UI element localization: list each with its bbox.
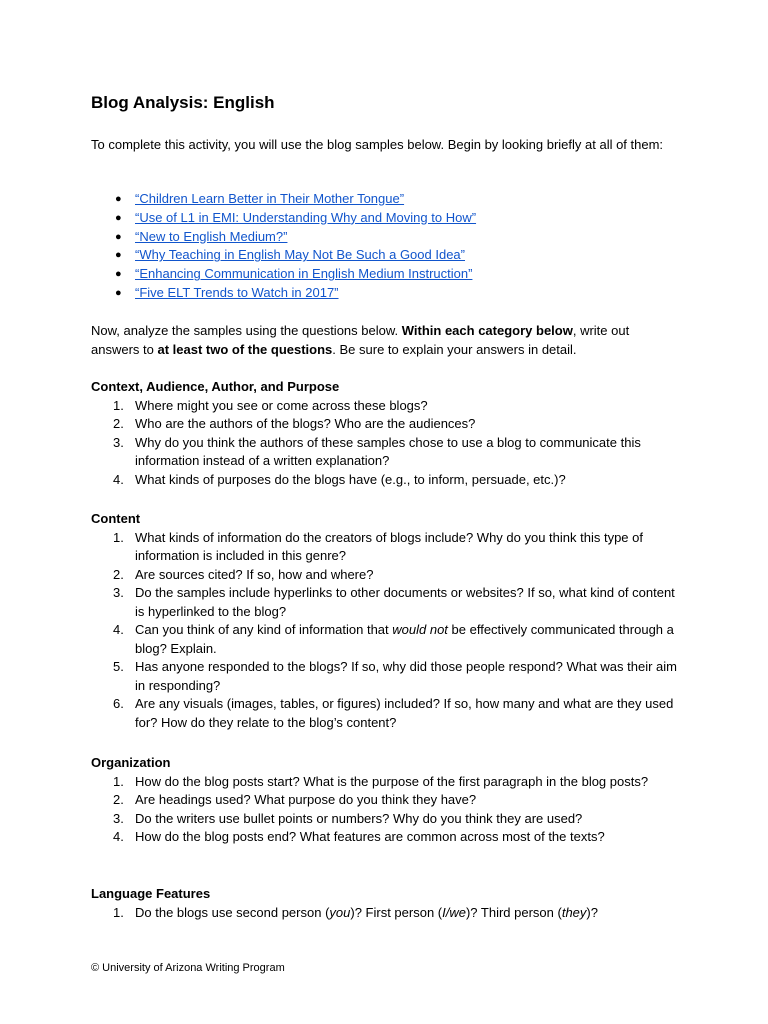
question-item (91, 828, 681, 847)
question-text: Has anyone responded to the blogs? If so, why did those people respond? What was their aim in responding? (135, 659, 677, 693)
question-item (91, 621, 681, 658)
question-item (91, 695, 681, 732)
question-text: Do the writers use bullet points or numbers? Why do you think they are used? (135, 810, 583, 826)
item-number: 4. (113, 471, 124, 487)
instructions-emphasis: at least two of the questions (157, 341, 333, 357)
blog-link-enhancing-communication[interactable]: “Enhancing Communication in English Medium Instruction” (135, 266, 473, 282)
blog-link-mother-tongue[interactable]: “Children Learn Better in Their Mother Tongue” (135, 191, 405, 206)
question-text (135, 905, 598, 920)
item-number: 1. (113, 904, 124, 920)
instructions-emphasis: Within each category below (401, 323, 573, 338)
question-item (91, 397, 681, 416)
section-heading: Organization (91, 755, 171, 770)
blog-link-elt-trends[interactable]: “Five ELT Trends to Watch in 2017” (135, 284, 339, 300)
question-text: How do the blog posts start? What is the purpose of the first paragraph in the blog posts? (135, 773, 649, 789)
question-list (91, 773, 681, 847)
question-text: Who are the authors of the blogs? Who are the audiences? (135, 416, 476, 431)
question-text: Are sources cited? If so, how and where? (135, 566, 374, 582)
item-number: 4. (113, 622, 124, 637)
question-item (91, 773, 681, 792)
section-language-features (91, 885, 681, 922)
bullet-icon: ● (115, 268, 122, 281)
instructions-paragraph (91, 322, 681, 359)
question-emphasis: would not (392, 622, 448, 637)
item-number: 3. (113, 810, 124, 826)
question-text-part: be effectively communicated through a blog? Explain. (135, 622, 674, 656)
copyright-footer: © University of Arizona Writing Program (91, 962, 285, 974)
bullet-icon: ● (115, 211, 122, 224)
question-item (91, 415, 681, 434)
blog-link-item (91, 228, 681, 247)
question-text-part: )? (586, 904, 598, 920)
question-emphasis: you (329, 904, 351, 920)
section-context (91, 378, 681, 489)
item-number: 4. (113, 829, 124, 844)
question-emphasis: I/we (442, 904, 466, 920)
question-item (91, 529, 681, 566)
item-number: 1. (113, 529, 124, 545)
item-number: 3. (113, 585, 124, 600)
blog-link-teaching-in-english[interactable]: “Why Teaching in English May Not Be Such a Good Idea” (135, 247, 465, 263)
bullet-icon: ● (115, 230, 122, 243)
bullet-icon: ● (115, 249, 122, 262)
question-text (135, 622, 674, 656)
intro-paragraph: To complete this activity, you will use the blog samples below. Begin by looking briefly at all of them: (91, 137, 664, 152)
item-number: 1. (113, 773, 124, 789)
question-text: Where might you see or come across these blogs? (135, 397, 428, 413)
blog-link-item (91, 284, 681, 303)
document-title: Blog Analysis: English (91, 93, 275, 112)
question-item (91, 904, 681, 923)
question-item (91, 471, 681, 490)
question-item (91, 566, 681, 585)
blog-link-item (91, 246, 681, 265)
section-organization (91, 754, 681, 847)
question-item (91, 584, 681, 621)
item-number: 2. (113, 792, 124, 807)
section-heading: Context, Audience, Author, and Purpose (91, 379, 340, 394)
question-text: How do the blog posts end? What features are common across most of the texts? (135, 829, 605, 844)
section-heading: Language Features (91, 886, 211, 901)
instructions-text: . Be sure to explain your answers in detail. (332, 341, 577, 357)
item-number: 6. (113, 696, 124, 711)
question-text-part: )? First person ( (350, 904, 443, 920)
section-content (91, 510, 681, 732)
item-number: 3. (113, 434, 124, 450)
question-list (91, 397, 681, 490)
question-text: Are any visuals (images, tables, or figures) included? If so, how many and what are they used for? How do they relate to the blog’s content? (135, 696, 674, 730)
question-emphasis: they (561, 904, 587, 920)
question-item (91, 791, 681, 810)
question-text: Are headings used? What purpose do you think they have? (135, 792, 477, 807)
question-text: What kinds of purposes do the blogs have (e.g., to inform, persuade, etc.)? (135, 471, 566, 487)
blog-link-item (91, 265, 681, 284)
question-list (91, 529, 681, 733)
instructions-text: Now, analyze the samples using the questions below. (91, 323, 402, 338)
item-number: 5. (113, 659, 124, 674)
bullet-icon: ● (115, 286, 122, 299)
question-text-part: Can you think of any kind of information that (135, 622, 393, 637)
question-text: Why do you think the authors of these samples chose to use a blog to communicate this information instead of a written explanation? (135, 434, 641, 468)
item-number: 1. (113, 397, 124, 413)
blog-link-item (91, 190, 681, 209)
item-number: 2. (113, 416, 124, 431)
blog-link-l1-in-emi[interactable]: “Use of L1 in EMI: Understanding Why and Moving to How” (135, 209, 477, 225)
question-list (91, 904, 681, 923)
question-text: Do the samples include hyperlinks to other documents or websites? If so, what kind of content is hyperlinked to the blog? (135, 585, 675, 619)
section-heading: Content (91, 511, 141, 526)
question-text: What kinds of information do the creators of blogs include? Why do you think this type of information is included in this genre? (135, 529, 643, 563)
bullet-icon: ● (115, 193, 122, 205)
question-item (91, 658, 681, 695)
question-text-part: )? Third person ( (465, 904, 562, 920)
item-number: 2. (113, 566, 124, 582)
blog-link-list (91, 190, 681, 303)
question-item (91, 810, 681, 829)
instructions-text: , write out answers to (91, 323, 630, 357)
question-item (91, 434, 681, 471)
question-text-part: Do the blogs use second person ( (135, 904, 330, 920)
blog-link-new-to-english-medium[interactable]: “New to English Medium?” (135, 228, 288, 244)
blog-link-item (91, 209, 681, 228)
